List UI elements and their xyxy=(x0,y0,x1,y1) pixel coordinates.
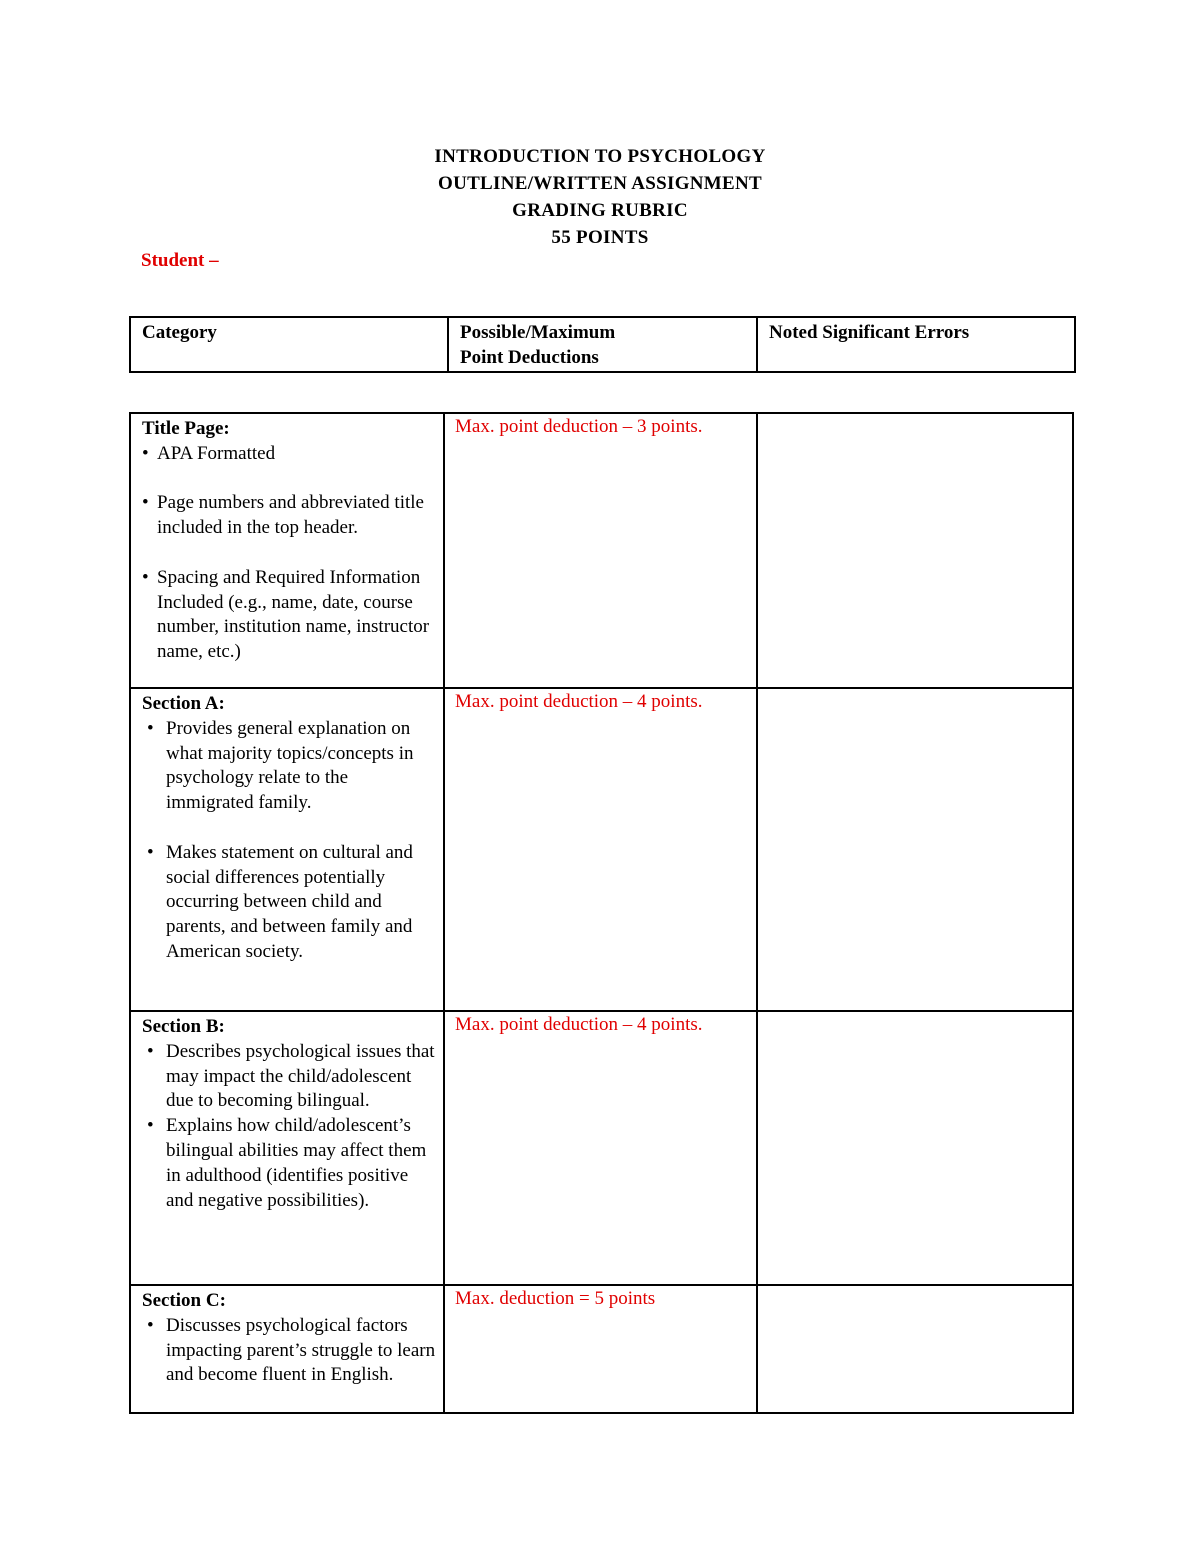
bullet-icon: • xyxy=(142,566,149,588)
bullet-icon: • xyxy=(147,1314,154,1336)
criteria-list xyxy=(142,1040,437,1214)
list-item xyxy=(142,1314,437,1388)
table-row xyxy=(130,413,1073,688)
list-item xyxy=(142,717,437,816)
criterion-text: APA Formatted xyxy=(157,442,276,464)
errors-cell[interactable] xyxy=(757,688,1073,1011)
rubric-table xyxy=(129,412,1074,1414)
category-cell xyxy=(130,1011,444,1285)
list-item xyxy=(142,1040,437,1114)
criteria-list xyxy=(142,442,437,665)
criteria-list xyxy=(142,717,437,965)
rubric-header-row xyxy=(130,317,1075,372)
criterion-text: Describes psychological issues that may impact the child/adolescent due to becoming bilingual. xyxy=(166,1040,435,1112)
document-heading xyxy=(0,143,1200,251)
list-spacer xyxy=(142,816,437,841)
deduction-text: Max. deduction = 5 points xyxy=(455,1288,656,1309)
column-header-errors xyxy=(757,317,1075,372)
list-item xyxy=(142,442,437,467)
heading-rubric-label: GRADING RUBRIC xyxy=(512,200,688,221)
list-spacer xyxy=(142,541,437,566)
list-item xyxy=(142,491,437,541)
list-item xyxy=(142,841,437,965)
bullet-icon: • xyxy=(142,442,149,464)
criteria-list xyxy=(142,1314,437,1388)
criterion-text: Explains how child/adolescent’s bilingual abilities may affect them in adulthood (identifies positive and negative possibilities). xyxy=(166,1115,427,1211)
column-header-deductions-line2: Point Deductions xyxy=(460,346,599,368)
bullet-icon: • xyxy=(147,841,154,863)
list-item xyxy=(142,1114,437,1213)
category-cell xyxy=(130,413,444,688)
deduction-text: Max. point deduction – 4 points. xyxy=(455,691,703,712)
category-title: Title Page: xyxy=(142,418,230,439)
heading-course-title: INTRODUCTION TO PSYCHOLOGY xyxy=(434,146,766,167)
list-item xyxy=(142,566,437,665)
deduction-cell xyxy=(444,688,757,1011)
table-row xyxy=(130,1011,1073,1285)
criterion-text: Provides general explanation on what majority topics/concepts in psychology relate to the immigrated family. xyxy=(166,717,414,814)
category-cell xyxy=(130,688,444,1011)
deduction-cell xyxy=(444,1011,757,1285)
column-header-category-label: Category xyxy=(142,322,217,343)
criterion-text: Spacing and Required Information Included (e.g., name, date, course number, institution name, instructor name, etc.) xyxy=(157,566,430,663)
bullet-icon: • xyxy=(147,1115,154,1137)
column-header-deductions xyxy=(448,317,757,372)
criterion-text: Discusses psychological factors impacting parent’s struggle to learn and become fluent in English. xyxy=(166,1314,436,1386)
criterion-text: Page numbers and abbreviated title included in the top header. xyxy=(157,492,424,539)
criterion-text: Makes statement on cultural and social differences potentially occurring between child and parents, and between family and American society. xyxy=(166,841,413,962)
category-title: Section A: xyxy=(142,693,225,714)
deduction-text: Max. point deduction – 3 points. xyxy=(455,416,703,437)
category-cell xyxy=(130,1285,444,1413)
table-row xyxy=(130,1285,1073,1413)
heading-assignment-type: OUTLINE/WRITTEN ASSIGNMENT xyxy=(437,173,763,194)
column-header-errors-label: Noted Significant Errors xyxy=(769,322,970,343)
errors-cell[interactable] xyxy=(757,1011,1073,1285)
category-title: Section B: xyxy=(142,1016,225,1037)
category-title: Section C: xyxy=(142,1290,226,1311)
student-label: Student – xyxy=(141,250,219,271)
deduction-cell xyxy=(444,1285,757,1413)
deduction-text: Max. point deduction – 4 points. xyxy=(455,1014,703,1035)
bullet-icon: • xyxy=(147,717,154,739)
heading-total-points: 55 POINTS xyxy=(551,227,649,248)
bullet-icon: • xyxy=(147,1040,154,1062)
rubric-header-table xyxy=(129,316,1076,373)
errors-cell[interactable] xyxy=(757,1285,1073,1413)
bullet-icon: • xyxy=(142,492,149,514)
deduction-cell xyxy=(444,413,757,688)
column-header-deductions-line1: Possible/Maximum xyxy=(460,322,616,343)
list-spacer xyxy=(142,467,437,492)
errors-cell[interactable] xyxy=(757,413,1073,688)
table-row xyxy=(130,688,1073,1011)
column-header-category xyxy=(130,317,448,372)
